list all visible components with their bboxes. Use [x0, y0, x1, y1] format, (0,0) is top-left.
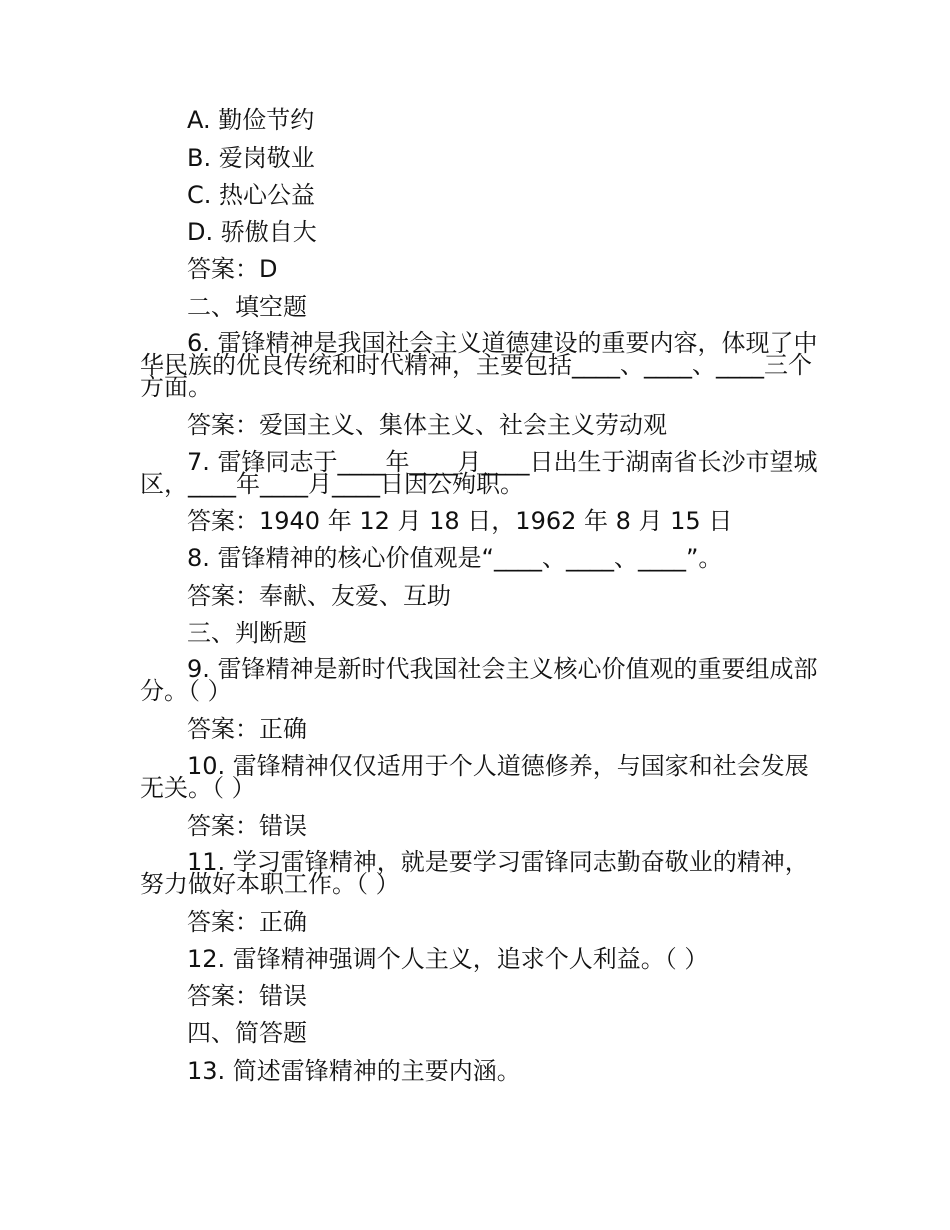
answer-12: 答案：错误 — [187, 982, 307, 1010]
answer-7: 答案：1940 年 12 月 18 日，1962 年 8 月 15 日 — [187, 507, 733, 535]
option-d: D. 骄傲自大 — [187, 218, 317, 246]
answer-9: 答案：正确 — [187, 715, 307, 743]
option-c: C. 热心公益 — [187, 181, 316, 209]
question-8: 8. 雷锋精神的核心价值观是“____、____、____”。 — [187, 544, 723, 572]
answer-6: 答案：爱国主义、集体主义、社会主义劳动观 — [187, 411, 667, 439]
answer-10: 答案：错误 — [187, 812, 307, 840]
answer-11: 答案：正确 — [187, 908, 307, 936]
answer-5: 答案：D — [187, 255, 278, 283]
question-13: 13. 简述雷锋精神的主要内涵。 — [187, 1057, 521, 1085]
question-10: 10. 雷锋精神仅仅适用于个人道德修养，与国家和社会发展无关。（ ） — [140, 752, 809, 802]
question-6: 6. 雷锋精神是我国社会主义道德建设的重要内容，体现了中华民族的优良传统和时代精神，主要包括____、____、____三个方面。 — [140, 329, 818, 401]
answer-8: 答案：奉献、友爱、互助 — [187, 582, 451, 610]
section-heading-short-answer: 四、简答题 — [187, 1019, 307, 1047]
option-b: B. 爱岗敬业 — [187, 144, 315, 172]
question-9: 9. 雷锋精神是新时代我国社会主义核心价值观的重要组成部分。（ ） — [140, 655, 818, 705]
question-11: 11. 学习雷锋精神，就是要学习雷锋同志勤奋敬业的精神，努力做好本职工作。（ ） — [140, 848, 809, 898]
section-heading-fill-blank: 二、填空题 — [187, 293, 307, 321]
section-heading-true-false: 三、判断题 — [187, 619, 307, 647]
option-a: A. 勤俭节约 — [187, 106, 315, 134]
question-12: 12. 雷锋精神强调个人主义，追求个人利益。（ ） — [187, 945, 709, 973]
question-7: 7. 雷锋同志于____年____月____日出生于湖南省长沙市望城区，____年____月____日因公殉职。 — [140, 448, 818, 498]
